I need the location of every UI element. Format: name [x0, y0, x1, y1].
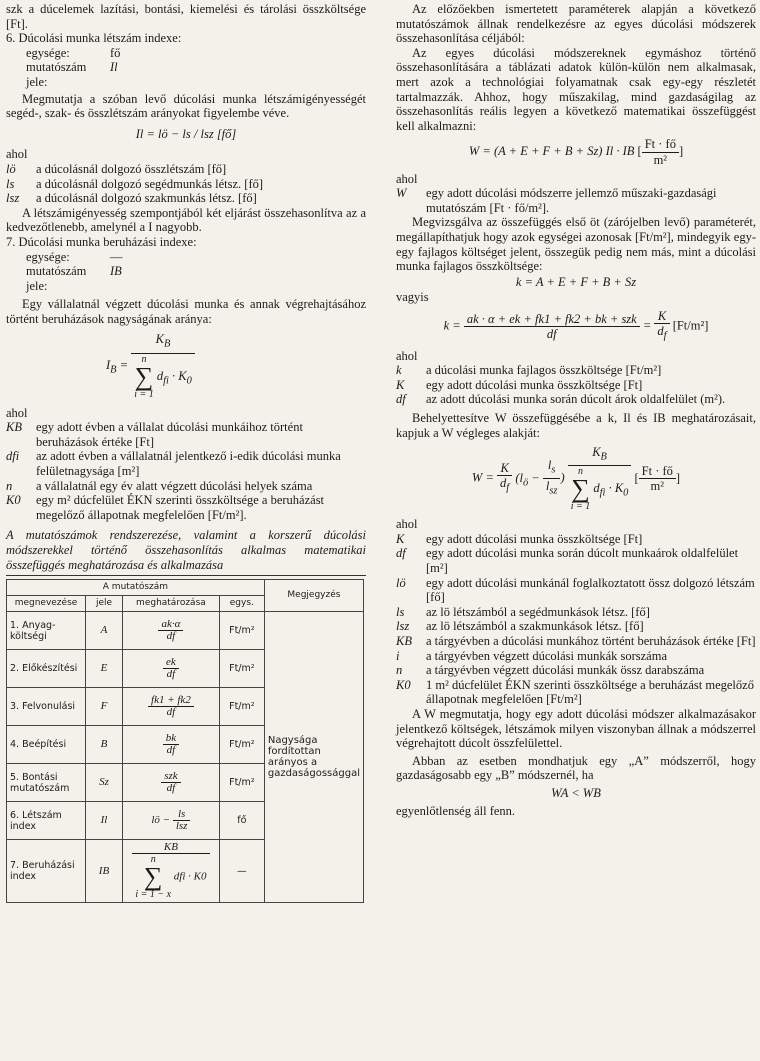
- definition-text: egy adott dúcolási munka összköltsége [Ft]: [426, 531, 643, 546]
- table-header: egys.: [219, 596, 264, 612]
- definition-item: [396, 678, 756, 707]
- definition-text: egy adott dúcolási munkánál foglalkoztatott össz dolgozó létszám [fő]: [426, 575, 755, 605]
- right-column: [396, 2, 756, 818]
- formula-W-final: W = $\frac{K}{d_f}$ ($l_ö$ − $\frac{l_s}{l_{sz}}$ ) $K_B$ n ∑ i = 1 $d_{fi} \cdot K_0$ [ $\frac{Ft \cdot fő}{\text{m²}}$ ]: [471, 445, 681, 513]
- paragraph: A W megmutatja, hogy egy adott dúcolási módszer alkalmazásakor jelentkező költségek, létszámok milyen viszonyban állnak a módszerrel végrehajtott dúcolt összfelülettel.: [396, 706, 756, 751]
- cell-name: 3. Felvonulási: [7, 688, 86, 726]
- definition-text: a tárgyévben a dúcolási munkához történt beruházások értéke [Ft]: [426, 633, 756, 648]
- definition-text: az lö létszámból a segédmunkások létsz. [fő]: [426, 604, 650, 619]
- sign-row: mutatószám jele: Il: [26, 60, 118, 89]
- definition-symbol: df: [396, 546, 406, 561]
- definition-item: [396, 663, 756, 678]
- definition-list: [6, 162, 366, 206]
- cell-sign: IB: [86, 840, 123, 903]
- definition-symbol: lö: [6, 161, 16, 176]
- definition-symbol: K: [396, 531, 405, 546]
- definition-text: a vállalatnál egy év alatt végzett dúcolási helyek száma: [36, 478, 313, 493]
- definition-symbol: K0: [396, 677, 411, 692]
- definition-item: [396, 546, 756, 575]
- paragraph: Megvizsgálva az összefüggés első öt (zárójelben levő) paraméterét, megállapíthatjuk hogy azok egységei azonosak [Ft/m²], mindegyik egy-egy fajlagos költséget jelent, összegük pedig nem más, mint a dúcolási munka fajlagos összköltsége:: [396, 215, 756, 274]
- definition-text: 1 m² dúcfelület ÉKN szerinti összköltsége a beruházást megelőző állapotnak megfelelően [Ft/m²]: [426, 677, 754, 707]
- paragraph: A létszámigényesség szempontjából két eljárást összehasonlítva az a kedvezőtlenebb, amelynél a I nagyobb.: [6, 205, 366, 235]
- definition-symbol: KB: [6, 420, 22, 435]
- definition-item: [396, 378, 756, 393]
- cell-definition: $\frac{\text{szk}}{df}$: [123, 764, 220, 802]
- formula-IB: $I_B$ = $K_B$ n ∑ i = 1 $d_{fi} \cdot K_0$: [106, 332, 366, 399]
- formula-k-expanded: k = $\frac{\text{ak · α + ek + fk1 + fk2 + bk + szk}}{df}$ = $\frac{K}{d_f}$ [Ft/m²]: [443, 308, 709, 342]
- formula-Il: Il = lö − ls / lsz [fő]: [135, 126, 237, 141]
- definition-item: [396, 363, 756, 378]
- table-header-note: Megjegyzés: [264, 580, 363, 612]
- cell-unit: fő: [219, 802, 264, 840]
- definition-symbol: ls: [6, 176, 15, 191]
- definition-item: [6, 162, 366, 177]
- definition-text: a tárgyévben végzett dúcolási munkák össz darabszáma: [426, 663, 705, 678]
- table-group-header: A mutatószám: [7, 580, 265, 596]
- definition-item: [6, 191, 366, 206]
- paragraph: szk a dúcelemek lazítási, bontási, kiemelési és tárolási összköltsége [Ft].: [6, 2, 366, 31]
- table-caption: A mutatószámok rendszerezése, valamint a korszerű dúcolási módszerekkel történő összehasonlítás alkalmas matematikai összefüggés meghatározása és alkalmazása: [6, 528, 366, 572]
- ahol-label: ahol: [6, 147, 28, 162]
- definition-text: az adott dúcolási munka során dúcolt árok oldalfelület (m²).: [426, 392, 726, 407]
- definition-symbol: KB: [396, 633, 412, 648]
- cell-sign: E: [86, 650, 123, 688]
- ahol-label: ahol: [396, 517, 418, 532]
- cell-sign: Il: [86, 802, 123, 840]
- definition-item: [396, 649, 756, 664]
- definition-symbol: n: [6, 478, 13, 493]
- definition-text: a dúcolásnál dolgozó szakmunkás létsz. [fő]: [36, 191, 257, 206]
- definition-item: [396, 532, 756, 547]
- cell-definition: $\frac{ak\cdot\alpha}{df}$: [123, 612, 220, 650]
- definition-text: az lö létszámból a szakmunkások létsz. [fő]: [426, 619, 644, 634]
- paragraph: Behelyettesítve W összefüggésébe a k, Il és IB meghatározásait, kapjuk a W végleges alakját:: [396, 410, 756, 440]
- definition-symbol: lsz: [6, 191, 20, 206]
- cell-unit: Ft/m²: [219, 688, 264, 726]
- definition-text: egy adott dúcolási munka összköltsége [Ft]: [426, 377, 643, 392]
- cell-sign: Sz: [86, 764, 123, 802]
- paragraph: Megmutatja a szóban levő dúcolási munka létszámigényességét segéd-, szak- és összlétszám arányokat figyelembe véve.: [6, 91, 366, 121]
- ahol-label: ahol: [396, 171, 418, 186]
- definition-text: a dúcolásnál dolgozó segédmunkás létsz. [fő]: [36, 176, 264, 191]
- cell-name: 2. Előkészítési: [7, 650, 86, 688]
- definition-symbol: k: [396, 363, 402, 378]
- formula-W: W = (A + E + F + B + Sz) Il · IB [ $\frac{Ft \cdot fő}{\text{m²}}$ ]: [468, 137, 684, 167]
- table-header: meghatározása: [123, 596, 220, 612]
- definition-symbol: i: [396, 648, 400, 663]
- definition-text: egy adott dúcolási munka során dúcolt munkaárok oldalfelület [m²]: [426, 546, 739, 575]
- vagyis-label: vagyis: [396, 290, 429, 305]
- definition-list: [396, 532, 756, 707]
- ahol-label: ahol: [396, 348, 418, 363]
- sign-row: mutatószám jele: IB: [26, 264, 122, 293]
- definition-item: [6, 420, 366, 449]
- paragraph: Egy vállalatnál végzett dúcolási munka és annak végrehajtásához történt beruházások nagyságának aránya:: [6, 297, 366, 326]
- definition-text: a tárgyévben végzett dúcolási munkák sorszáma: [426, 648, 668, 663]
- definition-item: [6, 449, 366, 478]
- formula-inequality: WA < WB: [551, 785, 601, 800]
- unit-row: egysége: —: [26, 249, 123, 264]
- definition-symbol: df: [396, 392, 406, 407]
- paragraph: egyenlőtlenség áll fenn.: [396, 803, 516, 818]
- definition-item: [6, 479, 366, 494]
- ahol-label: ahol: [6, 405, 28, 420]
- definition-item: [396, 392, 756, 407]
- cell-unit: Ft/m²: [219, 612, 264, 650]
- cell-name: 4. Beépítési: [7, 726, 86, 764]
- cell-unit: Ft/m²: [219, 764, 264, 802]
- cell-definition: lö − $\frac{ls}{\text{lsz}}$: [123, 802, 220, 840]
- definition-item: [396, 576, 756, 605]
- definition-text: a dúcolásnál dolgozó összlétszám [fő]: [36, 161, 227, 176]
- table-row: [7, 612, 364, 650]
- definition-symbol: n: [396, 663, 403, 678]
- indicator-table: [6, 579, 364, 903]
- definition-list: [396, 363, 756, 407]
- formula-k: k = A + E + F + B + Sz: [515, 274, 637, 289]
- definition-symbol: lö: [396, 575, 406, 590]
- definition-symbol: K0: [6, 493, 21, 508]
- definition-symbol: K: [396, 377, 405, 392]
- section-heading-7: 7. Dúcolási munka beruházási indexe:: [6, 234, 197, 249]
- definition-item: [396, 619, 756, 634]
- definition-item: [396, 634, 756, 649]
- definition-symbol: dfi: [6, 449, 20, 464]
- paragraph: Az előzőekben ismertetett paraméterek alapján a következő mutatószámok állnak rendelkezésre az egyes dúcolási módszerek összehasonlítása céljából:: [396, 2, 756, 46]
- definition-text: a dúcolási munka fajlagos összköltsége [Ft/m²]: [426, 363, 662, 378]
- table-header: megnevezése: [7, 596, 86, 612]
- section-heading-6: 6. Dúcolási munka létszám indexe:: [6, 31, 182, 46]
- cell-definition: $\frac{bk}{df}$: [123, 726, 220, 764]
- definition-symbol: lsz: [396, 619, 410, 634]
- definition-list: [6, 420, 366, 522]
- cell-unit: —: [219, 840, 264, 903]
- cell-definition: KB n ∑ i = 1 − x dfi · K0: [123, 840, 220, 903]
- cell-name: 7. Beruházási index: [7, 840, 86, 903]
- table-header: jele: [86, 596, 123, 612]
- definition-item: [6, 493, 366, 522]
- definition-W: W egy adott dúcolási módszerre jellemző műszaki-gazdasági mutatószám [Ft · fő/m²].: [396, 186, 717, 215]
- cell-sign: B: [86, 726, 123, 764]
- definition-text: egy m² dúcfelület ÉKN szerinti összköltsége a beruházást megelőző állapotnak megfelelően [Ft/m²].: [36, 493, 325, 522]
- paragraph: Az egyes dúcolási módszereknek egymáshoz történő összehasonlítására a táblázati adatok külön-külön nem alkalmasak, mert azok a technológiai folyamatnak csak egy-egy részletét tartalmazzák. Ahhoz, hogy műszakilag, mind gazdaságilag az összehasonlítás reális legyen a következő matematikai összefüggést kell alkalmazni:: [396, 45, 756, 133]
- definition-symbol: ls: [396, 604, 405, 619]
- cell-note: Nagysága fordítottan arányos a gazdaságossággal: [264, 612, 363, 903]
- cell-name: 5. Bontási mutatószám: [7, 764, 86, 802]
- definition-text: egy adott évben a vállalat dúcolási munkáihoz történt beruházások értéke [Ft]: [36, 420, 303, 449]
- cell-name: 1. Anyag- költségi: [7, 612, 86, 650]
- left-column: [6, 2, 366, 903]
- cell-name: 6. Létszám index: [7, 802, 86, 840]
- cell-definition: $\frac{ek}{df}$: [123, 650, 220, 688]
- definition-item: [6, 177, 366, 192]
- divider: [6, 575, 366, 576]
- cell-sign: A: [86, 612, 123, 650]
- cell-unit: Ft/m²: [219, 726, 264, 764]
- cell-sign: F: [86, 688, 123, 726]
- definition-text: az adott évben a vállalatnál jelentkező i-edik dúcolási munka felületnagysága [m²]: [36, 449, 341, 478]
- definition-item: [396, 605, 756, 620]
- cell-definition: $\frac{fk1 + fk2}{df}$: [123, 688, 220, 726]
- unit-row: egysége: fő: [26, 45, 121, 60]
- cell-unit: Ft/m²: [219, 650, 264, 688]
- paragraph: Abban az esetben mondhatjuk egy „A” módszerről, hogy gazdaságosabb egy „B” módszernél, ha: [396, 753, 756, 783]
